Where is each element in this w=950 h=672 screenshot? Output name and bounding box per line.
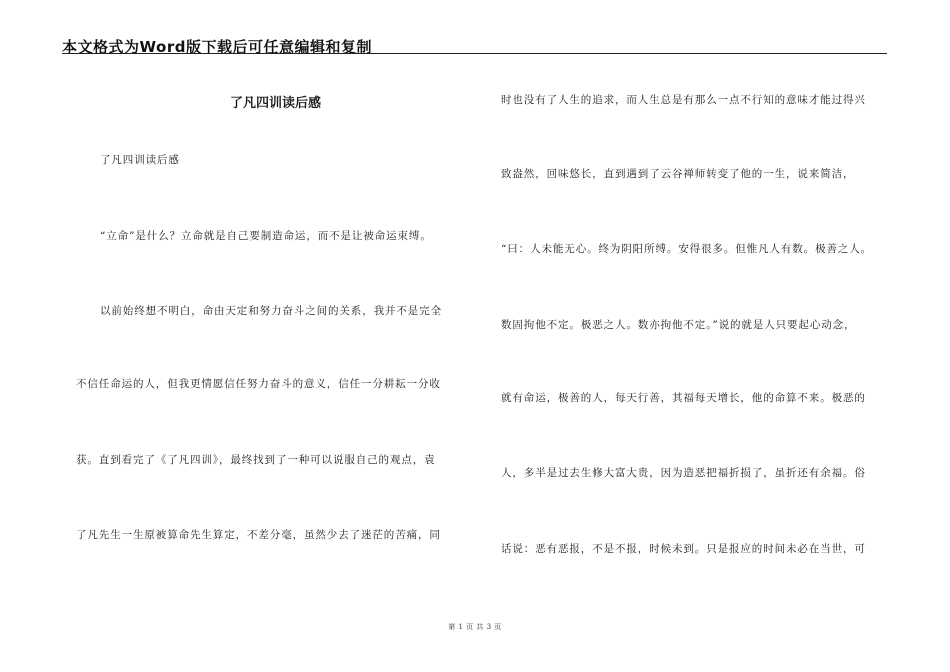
text-line: 数固拘他不定。极恶之人。数亦拘他不定。”说的就是人只要起心动念，: [501, 319, 856, 331]
text-line: “立命”是什么？立命就是自己要制造命运，而不是让被命运束缚。: [100, 230, 432, 242]
page-header-title: 本文格式为Word版下载后可任意编辑和复制: [62, 38, 372, 56]
header-divider: [62, 53, 887, 54]
text-line: 致盎然，回味悠长，直到遇到了云谷禅师转变了他的一生，说来简洁，: [501, 168, 855, 180]
text-line: 了凡四训读后感: [100, 154, 180, 166]
page-footer: 第 1 页 共 3 页: [448, 623, 502, 631]
text-line: “曰：人未能无心。终为阴阳所缚。安得很多。但惟凡人有数。极善之人。: [501, 243, 873, 255]
text-line: 就有命运，极善的人，每天行善，其福每天增长，他的命算不来。极恶的: [501, 392, 866, 404]
document-title: 了凡四训读后感: [229, 96, 321, 111]
text-line: 话说：恶有恶报，不是不报，时候未到。只是报应的时间未必在当世，可: [501, 543, 866, 555]
text-line: 人，多半是过去生修大富大贵，因为造恶把福折损了，虽折还有余福。俗: [501, 467, 866, 479]
text-line: 时也没有了人生的追求，而人生总是有那么一点不行知的意味才能过得兴: [501, 94, 866, 106]
text-line: 获。直到看完了《了凡四训》，最终找到了一种可以说服自己的观点，袁: [76, 454, 436, 466]
text-line: 以前始终想不明白，命由天定和努力奋斗之间的关系，我并不是完全: [100, 305, 442, 317]
text-line: 了凡先生一生原被算命先生算定，不差分毫，虽然少去了迷茫的苦痛，同: [76, 529, 441, 541]
text-line: 不信任命运的人，但我更情愿信任努力奋斗的意义，信任一分耕耘一分收: [76, 378, 441, 390]
